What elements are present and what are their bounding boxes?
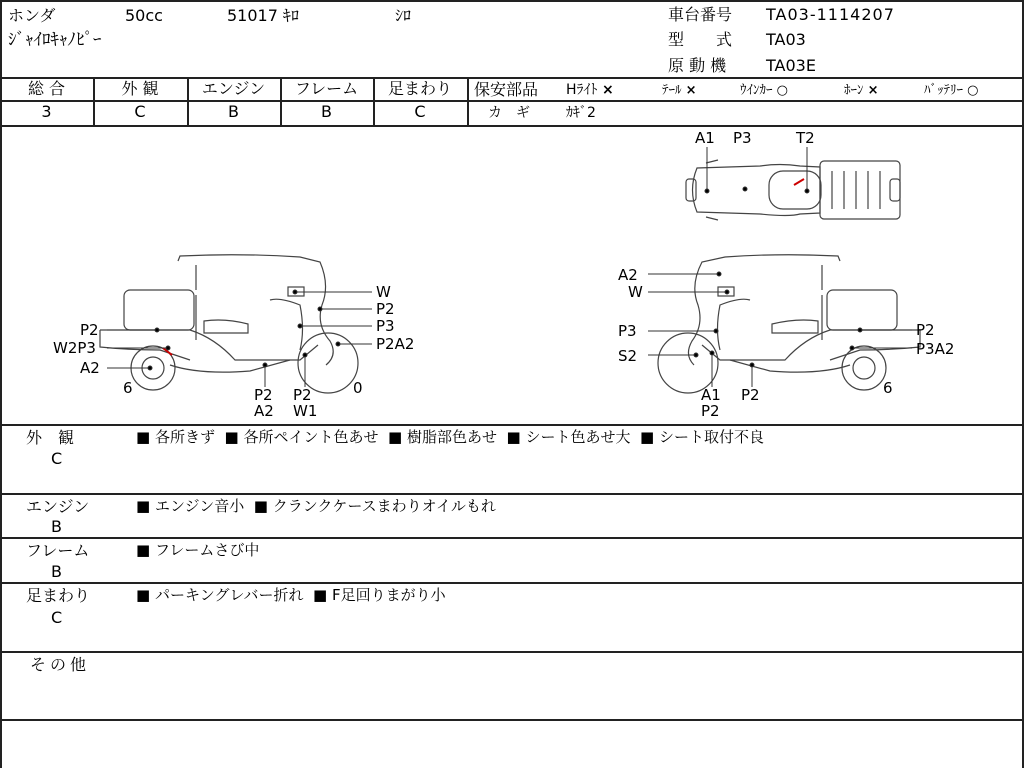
grade-overall-value: 3 bbox=[41, 102, 52, 121]
diag-right-bottom-p2a: P2 bbox=[701, 402, 720, 420]
section-frame-label: フレーム bbox=[26, 541, 90, 560]
right-side-drawing bbox=[658, 255, 920, 393]
diag-left-a2: A2 bbox=[80, 359, 100, 377]
diag-left-p2: P2 bbox=[376, 300, 395, 318]
diag-top-t2: T2 bbox=[796, 129, 815, 147]
grid-line-eng-bottom bbox=[0, 537, 1024, 539]
top-view-drawing bbox=[686, 160, 900, 220]
diag-left-rear-wheel: 6 bbox=[123, 379, 133, 397]
section-suspension-label: 足まわり bbox=[26, 586, 91, 605]
grade-engine-value: B bbox=[228, 102, 239, 121]
section-suspension-grade: C bbox=[51, 608, 63, 627]
diag-right-p2: P2 bbox=[916, 321, 935, 339]
diag-left-bottom-a2: A2 bbox=[254, 402, 274, 420]
section-exterior-items: ■ 各所きず ■ 各所ペイント色あせ ■ 樹脂部色あせ ■ シート色あせ大 ■ シート取付不良 bbox=[136, 428, 764, 446]
mileage: 51017 ｷﾛ bbox=[227, 6, 299, 25]
section-suspension-items: ■ パーキングレバー折れ ■ F足回りまがり小 bbox=[136, 586, 446, 604]
key-value: ｶｷﾞ2 bbox=[566, 105, 596, 121]
diag-right-p3: P3 bbox=[618, 322, 637, 340]
diag-left-bottom-p2b: P2 bbox=[293, 386, 312, 404]
diag-left-w: W bbox=[376, 283, 391, 301]
engine-model-label: 原 動 機 bbox=[668, 56, 727, 75]
maker: ホンダ bbox=[8, 6, 56, 25]
diag-right-rear-wheel: 6 bbox=[883, 379, 893, 397]
grade-suspension-value: C bbox=[414, 102, 426, 121]
section-frame-items: ■ フレームさび中 bbox=[136, 541, 260, 559]
diag-left-front-wheel: 0 bbox=[353, 379, 363, 397]
diag-left-p2-left: P2 bbox=[80, 321, 99, 339]
left-side-drawing bbox=[100, 255, 358, 393]
key-label: カ ギ bbox=[488, 105, 530, 121]
safety-item-winker: ｳｲﾝｶｰ ○ bbox=[740, 83, 788, 98]
section-exterior-label: 外 観 bbox=[26, 428, 75, 447]
safety-item-battery: ﾊﾞｯﾃﾘｰ ○ bbox=[924, 83, 979, 98]
diag-right-p3a2: P3A2 bbox=[916, 340, 955, 358]
grade-engine-label: エンジン bbox=[201, 79, 266, 98]
diag-left-bottom-p2a: P2 bbox=[254, 386, 273, 404]
outer-top bbox=[0, 0, 1024, 2]
body-color: ｼﾛ bbox=[395, 6, 412, 25]
section-frame-grade: B bbox=[51, 562, 62, 581]
section-other-label: その他 bbox=[30, 655, 91, 674]
frame-no: TA03-1114207 bbox=[766, 5, 895, 24]
type-value: TA03 bbox=[766, 30, 806, 49]
safety-item-horn: ﾎｰﾝ × bbox=[844, 83, 879, 98]
diag-left-w2p3: W2P3 bbox=[53, 339, 96, 357]
damage-diagram bbox=[0, 125, 1024, 424]
diag-top-p3: P3 bbox=[733, 129, 752, 147]
diag-left-p2a2: P2A2 bbox=[376, 335, 415, 353]
grid-line-other-bottom bbox=[0, 719, 1024, 721]
grade-suspension-label: 足まわり bbox=[387, 79, 452, 98]
grade-exterior-label: 外 観 bbox=[121, 79, 159, 98]
safety-title: 保安部品 bbox=[474, 80, 539, 99]
type-label: 型 式 bbox=[668, 30, 733, 49]
leader-lines bbox=[107, 147, 912, 387]
grid-line-susp-bottom bbox=[0, 651, 1024, 653]
section-engine-items: ■ エンジン音小 ■ クランクケースまわりオイルもれ bbox=[136, 497, 496, 515]
frame-no-label: 車台番号 bbox=[668, 5, 733, 24]
diag-right-bottom-p2b: P2 bbox=[741, 386, 760, 404]
grade-frame-value: B bbox=[321, 102, 332, 121]
diag-right-s2: S2 bbox=[618, 347, 638, 365]
safety-item-headlight: Hﾗｲﾄ × bbox=[566, 82, 614, 98]
grade-overall-label: 総 合 bbox=[27, 79, 66, 98]
engine-model-value: TA03E bbox=[766, 56, 816, 75]
section-exterior-grade: C bbox=[51, 449, 63, 468]
section-engine-label: エンジン bbox=[26, 497, 90, 516]
diag-top-a1: A1 bbox=[695, 129, 715, 147]
safety-item-tail: ﾃｰﾙ × bbox=[662, 83, 697, 98]
diag-left-p3: P3 bbox=[376, 317, 395, 335]
grid-line-ext-bottom bbox=[0, 493, 1024, 495]
section-engine-grade: B bbox=[51, 517, 62, 536]
diag-right-w: W bbox=[628, 283, 643, 301]
model-name: ｼﾞｬｲﾛｷｬﾉﾋﾟｰ bbox=[8, 30, 102, 50]
grid-col-5 bbox=[467, 77, 469, 125]
displacement: 50cc bbox=[125, 6, 163, 25]
grade-exterior-value: C bbox=[134, 102, 146, 121]
diag-left-bottom-w1: W1 bbox=[293, 402, 318, 420]
grade-frame-label: フレーム bbox=[294, 79, 359, 98]
diag-right-a2: A2 bbox=[618, 266, 638, 284]
diag-right-bottom-a1: A1 bbox=[701, 386, 721, 404]
grid-line-safety-mid bbox=[467, 100, 1024, 102]
grid-line-diagram-bottom bbox=[0, 424, 1024, 426]
grid-line-frame-bottom bbox=[0, 582, 1024, 584]
